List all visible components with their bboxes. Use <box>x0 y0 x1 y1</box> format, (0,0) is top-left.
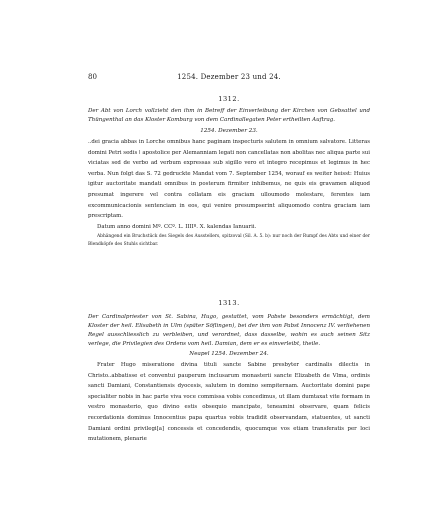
page-number: 80 <box>88 73 97 81</box>
document-text: Frater Hugo miseratione divina tituli sancte Sabine presbyter cardinalis dilectis in Christo..abbatisse et conventui pauperum inclusarum monasterii sancte Elizabeth de Vlma, ordinis sancti Damiani, Constantiensis dyocesis, salutem in domino sempiternam. Auctoritate domini pape specialiter nobis in hac parte viva voce commissa vobis concedimus, ut illam dumtaxat vite formam in vestro monasterio, quo divino estis obsequio mancipate, teneamini observare, quam felicis recordationis dominus Innocentius papa quartus vobis tradidit observandam, statuentes, ut sancti Damiani ordini privilegi[a] concessis et concedendis, quocumque vos etiam transferatis per loci mutationem, plenarie <box>88 362 370 443</box>
document-note: Abhängend ein Bruchstück des Siegels des Ausstellers, spitzoval (Sil. A. 5. b): nur noch der Rumpf des Abts und einer der Blendköpfe des Stuhls sichtbar. <box>88 234 370 247</box>
document-number: 1312. <box>218 95 240 103</box>
document-regest: Der Abt von Lorch vollzieht den ihm in Betreff der Einverleibung der Kirchen von Gebsattel und Thüngenthal an das Kloster Komburg von dem Cardinallegaten Peter ertheilten Auftrag. <box>88 108 370 123</box>
document-date: Neapel 1254. Dezember 24. <box>189 351 269 357</box>
document-text: ..dei gracia abbas in Lorche omnibus hanc paginam inspecturis salutem in omnium salvatore. Litteras domini Petri sedis ǀ apostolice per Alemanniam legati non cancellatas non abolitas nec aliqua parte sui viciatas sed de verbo ad verbum expressas sub sigillo vero et integro recepimus et legimus in hec verba. Nun folgt das S. 72 gedruckte Mandat vom 7. September 1254, worauf es weiter heisst: Huius igitur auctoritate mandati omnibus in posterum firmiter inhibemus, ne quis eis gravamen aliquod presumat ingerere vel contra collatam eis graciam ulloumodo molestare, ferentes iam excommunicacionis sentenciam in eos, qui venire presumpserint aliquomodo contra graciam iam prescriptam. <box>88 139 370 220</box>
document-1313 <box>88 299 370 445</box>
document-1312 <box>88 95 370 248</box>
document-date: 1254. Dezember 23. <box>200 128 258 134</box>
document-number: 1313. <box>218 299 240 307</box>
document-regest: Der Cardinalpriester von St. Sabina, Hugo, gestattet, vom Pabste besonders ermächtigt, dem Kloster der heil. Elisabeth in Ulm (später Söflingen), bei der ihm von Pabst Innocenz IV. verliehenen Regel ausschliesslich zu verbleiben, und verordnet, dass dasselbe, wohin es auch seinen Sitz verlege, die Privilegien des Ordens vom heil. Damian, dem er es einverleibt, theile. <box>88 314 370 347</box>
running-title: 1254. Dezember 23 und 24. <box>177 73 281 81</box>
page-header <box>88 71 370 83</box>
document-datum: Datum anno domini Mº. CCº. L. IIIIº. X. kalendas Ianuarii. <box>97 223 257 230</box>
